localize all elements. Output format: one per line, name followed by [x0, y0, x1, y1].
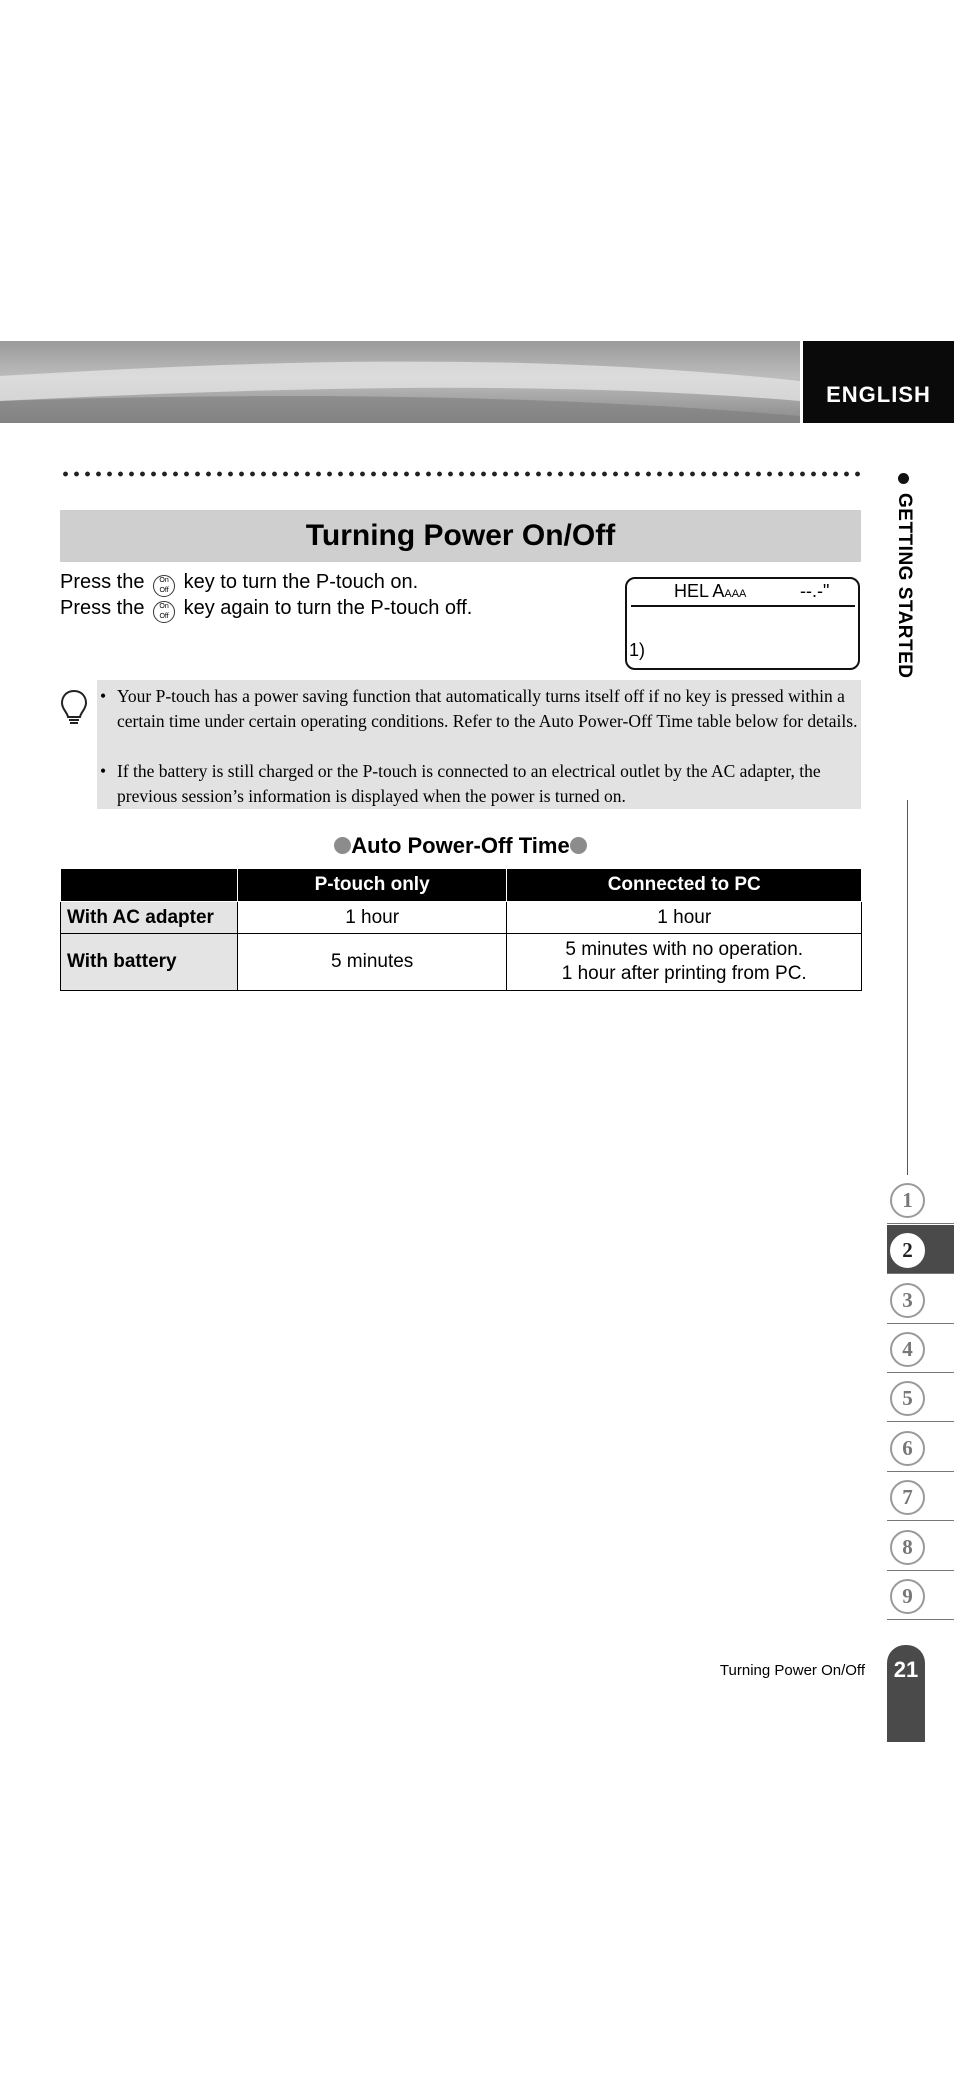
- power-key-icon: On Off: [153, 601, 175, 623]
- table-row: [61, 934, 862, 991]
- power-key-icon: On Off: [153, 575, 175, 597]
- lcd-indicator: --.-": [800, 581, 830, 601]
- chapter-tab-6[interactable]: 6: [887, 1423, 954, 1472]
- chapter-tab-3[interactable]: 3: [887, 1275, 954, 1324]
- instruction-line-on: [60, 571, 418, 597]
- chapter-tab-9[interactable]: 9: [887, 1571, 954, 1620]
- instruction-line-off: [60, 597, 472, 623]
- table-header-cell: [61, 869, 238, 902]
- row-header: With AC adapter: [61, 902, 238, 934]
- table-cell: 1 hour: [507, 902, 862, 934]
- circle-bullet-icon: [334, 837, 351, 854]
- circle-bullet-icon: [570, 837, 587, 854]
- instruction-off-before: Press the: [60, 597, 145, 619]
- chapter-tab-5[interactable]: 5: [887, 1373, 954, 1422]
- dotted-divider: [60, 470, 860, 478]
- instruction-on-after: key to turn the P-touch on.: [183, 571, 419, 593]
- language-label: ENGLISH: [826, 382, 931, 407]
- chapter-tab-7[interactable]: 7: [887, 1472, 954, 1521]
- table-row: [61, 902, 862, 934]
- chapter-tab-1[interactable]: 1: [887, 1175, 954, 1224]
- table-cell: 1 hour: [237, 902, 507, 934]
- instruction-off-after: key again to turn the P-touch off.: [183, 597, 473, 619]
- header-swoosh-graphic: [0, 341, 800, 423]
- table-header-row: [61, 869, 862, 902]
- bullet-icon: [898, 473, 909, 484]
- table-header-cell: Connected to PC: [507, 869, 862, 902]
- page-number: 21: [887, 1645, 925, 1742]
- table-cell: 5 minutes with no operation. 1 hour after printing from PC.: [507, 934, 862, 991]
- chapter-tab-4[interactable]: 4: [887, 1324, 954, 1373]
- chapter-tab-8[interactable]: 8: [887, 1522, 954, 1571]
- footer-section-title: Turning Power On/Off: [719, 1662, 865, 1679]
- lcd-line-number: 1): [629, 640, 646, 660]
- table-title: Auto Power-Off Time: [60, 833, 861, 859]
- note-item: • If the battery is still charged or the P-touch is connected to an electrical outlet by the AC adapter, the previous session’s information is displayed when the power is turned on.: [100, 761, 821, 806]
- header-banner: [0, 341, 800, 423]
- section-title: Turning Power On/Off: [60, 510, 861, 562]
- lcd-text: HEL AAAA: [674, 581, 747, 601]
- row-header: With battery: [61, 934, 238, 991]
- section-side-label: GETTING STARTED: [894, 493, 915, 679]
- lightbulb-icon: [60, 689, 88, 732]
- chapter-tab-2[interactable]: 2: [887, 1225, 954, 1274]
- note-item: • Your P-touch has a power saving function that automatically turns itself off if no key is pressed within a certain time under certain operating conditions. Refer to the Auto Power-Off Time table below for details.: [100, 686, 858, 731]
- lcd-divider: [631, 605, 855, 607]
- table-cell: 5 minutes: [237, 934, 507, 991]
- instruction-on-before: Press the: [60, 571, 145, 593]
- auto-power-off-table: [60, 868, 862, 991]
- sidebar-vertical-rule: [907, 800, 908, 1175]
- table-header-cell: P-touch only: [237, 869, 507, 902]
